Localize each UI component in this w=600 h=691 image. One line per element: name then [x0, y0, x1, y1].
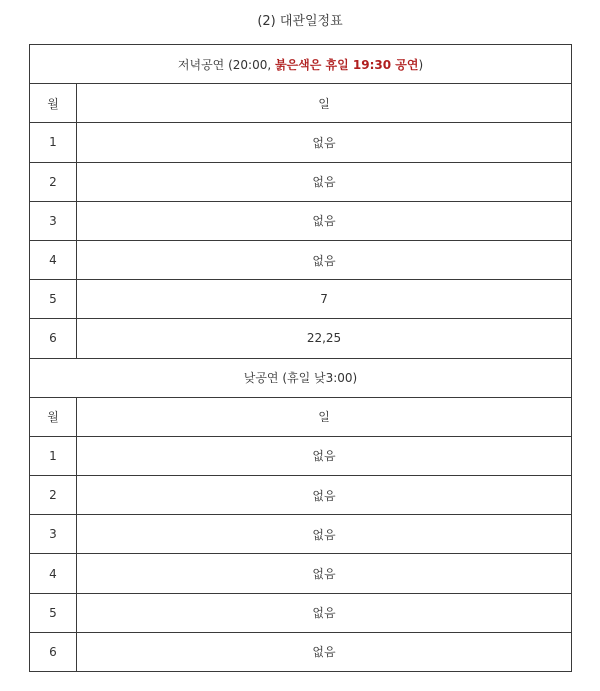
- table-row: [30, 280, 572, 319]
- table-row: [30, 554, 572, 593]
- table-row: [30, 240, 572, 279]
- day-cell: 없음: [77, 240, 572, 279]
- matinee-section-header-row: [30, 358, 572, 397]
- evening-section-title: [30, 45, 572, 84]
- table-row: [30, 319, 572, 358]
- month-cell: 2: [30, 476, 77, 515]
- evening-title-suffix: ): [418, 57, 424, 72]
- month-cell: 2: [30, 162, 77, 201]
- document-title: (2) 대관일정표: [257, 14, 343, 29]
- day-cell: 22,25: [77, 319, 572, 358]
- day-cell: 없음: [77, 554, 572, 593]
- month-cell: 6: [30, 632, 77, 671]
- table-row: [30, 162, 572, 201]
- day-cell: 없음: [77, 162, 572, 201]
- matinee-day-header: 일: [77, 397, 572, 436]
- month-cell: 1: [30, 436, 77, 475]
- evening-title-highlight: 붉은색은 휴일 19:30 공연: [274, 57, 419, 72]
- table-row: [30, 515, 572, 554]
- month-cell: 3: [30, 515, 77, 554]
- month-cell: 4: [30, 554, 77, 593]
- table-row: [30, 476, 572, 515]
- month-cell: 6: [30, 319, 77, 358]
- day-cell: 7: [77, 280, 572, 319]
- evening-month-header: 월: [30, 84, 77, 123]
- month-cell: 4: [30, 240, 77, 279]
- evening-title-prefix: 저녁공연 (20:00,: [177, 57, 275, 72]
- month-cell: 5: [30, 593, 77, 632]
- month-cell: 3: [30, 201, 77, 240]
- table-row: [30, 436, 572, 475]
- month-cell: 1: [30, 123, 77, 162]
- matinee-column-header-row: [30, 397, 572, 436]
- day-cell: 없음: [77, 436, 572, 475]
- day-cell: 없음: [77, 476, 572, 515]
- month-cell: 5: [30, 280, 77, 319]
- evening-section-header-row: [30, 45, 572, 84]
- table-row: [30, 632, 572, 671]
- table-row: [30, 201, 572, 240]
- evening-column-header-row: [30, 84, 572, 123]
- matinee-section-title: 낮공연 (휴일 낮3:00): [30, 358, 572, 397]
- evening-day-header: 일: [77, 84, 572, 123]
- table-row: [30, 593, 572, 632]
- day-cell: 없음: [77, 632, 572, 671]
- day-cell: 없음: [77, 201, 572, 240]
- day-cell: 없음: [77, 123, 572, 162]
- table-row: [30, 123, 572, 162]
- day-cell: 없음: [77, 593, 572, 632]
- rental-schedule-table: [29, 44, 572, 672]
- day-cell: 없음: [77, 515, 572, 554]
- matinee-month-header: 월: [30, 397, 77, 436]
